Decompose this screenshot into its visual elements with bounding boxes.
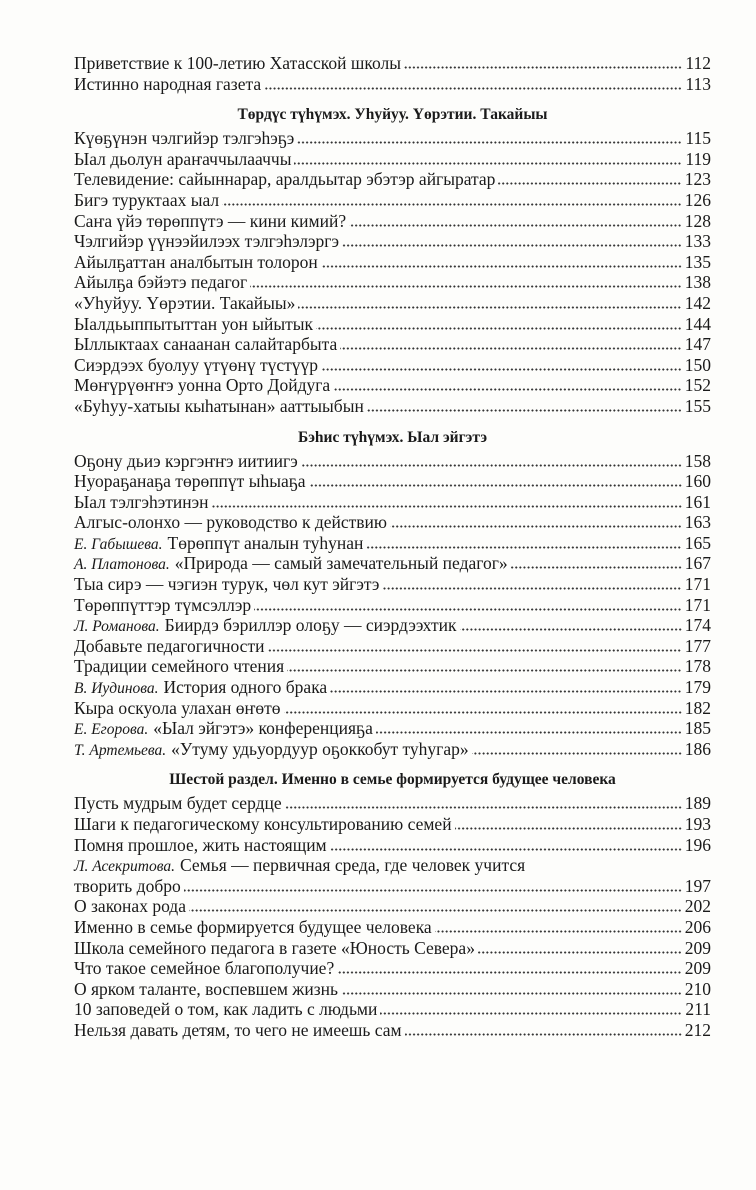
toc-entry [74, 211, 711, 232]
toc-entry [74, 396, 711, 417]
entry-page-number: 152 [684, 375, 711, 396]
entry-title: Ыал тэлгэһэтинэн [74, 491, 209, 512]
entry-title: Именно в семье формируется будущее человека [74, 916, 432, 937]
toc-entry [74, 855, 711, 896]
entry-title: «Утуму удьуордуур оҕоккобут туһугар» [171, 738, 469, 759]
entry-row [74, 74, 711, 95]
entry-first-line [74, 855, 711, 876]
toc-entry [74, 149, 711, 170]
entry-title: «Буһуу-хатыы кыһатынан» ааттыыбын [74, 395, 364, 416]
dot-leader [404, 66, 682, 69]
entry-page-number: 189 [684, 793, 711, 814]
entry-author: Л. Асекритова. [74, 858, 175, 876]
entry-row [74, 396, 711, 417]
entry-title: О ярком таланте, воспевшем жизнь [74, 978, 339, 999]
entry-row [74, 451, 711, 472]
toc-entry [74, 1020, 711, 1041]
entry-title: Телевидение: сайыннарар, аралдьытар эбэтэр айгыратар [74, 169, 496, 190]
dot-leader [189, 909, 682, 912]
dot-leader [511, 566, 682, 569]
entry-page-number: 158 [684, 450, 711, 471]
entry-page-number: 171 [684, 574, 711, 595]
entry-title: Айылҕа бэйэтэ педагог [74, 272, 248, 293]
toc-entry [74, 492, 711, 513]
toc-entry [74, 814, 711, 835]
dot-leader [337, 971, 682, 974]
toc-entry [74, 958, 711, 979]
toc-entry [74, 739, 711, 760]
entry-row [74, 533, 711, 554]
entry-page-number: 196 [684, 834, 711, 855]
toc-entry [74, 53, 711, 74]
dot-leader [380, 1012, 682, 1015]
entry-title: Айылҕаттан аналбытын толорон [74, 251, 318, 272]
entry-row [74, 314, 711, 335]
entry-title: Бигэ туруктаах ыал [74, 189, 220, 210]
toc-entry [74, 938, 711, 959]
entry-row [74, 375, 711, 396]
entry-title: Сиэрдээх буолуу үтүөнү түстүүр [74, 354, 319, 375]
entry-page-number: 177 [684, 635, 711, 656]
toc-entry [74, 471, 711, 492]
dot-leader [460, 628, 682, 631]
section-heading: Шестой раздел. Именно в семье формируется будущее человека [169, 771, 616, 789]
entry-row [74, 128, 711, 149]
toc-entry [74, 896, 711, 917]
entry-page-number: 210 [684, 978, 711, 999]
dot-leader [366, 546, 681, 549]
dot-leader [309, 484, 682, 487]
toc-entry [74, 574, 711, 595]
entry-row [74, 979, 711, 1000]
entry-row [74, 512, 711, 533]
entry-author: Т. Артемьева. [74, 741, 167, 759]
entry-row [74, 718, 711, 739]
entry-page-number: 174 [684, 615, 711, 636]
toc-entry [74, 656, 711, 677]
entry-title: Төрөппүт аналын туһунан [167, 532, 364, 553]
dot-leader [330, 690, 682, 693]
toc-entry [74, 375, 711, 396]
entry-row [74, 739, 711, 760]
dot-leader [250, 285, 682, 288]
dot-leader [301, 464, 682, 467]
entry-page-number: 115 [685, 128, 711, 149]
toc-entry [74, 793, 711, 814]
toc-section [74, 53, 711, 94]
entry-row [74, 636, 711, 657]
entry-author: Л. Романова. [74, 618, 160, 636]
dot-leader [405, 1033, 682, 1036]
entry-row [74, 169, 711, 190]
entry-title-continued: творить добро [74, 875, 181, 896]
dot-leader [321, 368, 682, 371]
entry-row [74, 938, 711, 959]
entry-title: Семья — первичная среда, где человек учится [179, 855, 526, 876]
entry-title: Ыалдьыппытыттан уон ыйытык [74, 313, 314, 334]
entry-row [74, 53, 711, 74]
entry-row [74, 574, 711, 595]
dot-leader [284, 711, 682, 714]
entry-page-number: 186 [684, 738, 711, 759]
entry-title: «Ыал эйгэтэ» конференцияҕа [153, 718, 373, 739]
entry-row [74, 793, 711, 814]
toc-entry [74, 272, 711, 293]
entry-title: Школа семейного педагога в газете «Юность Севера» [74, 937, 475, 958]
entry-page-number: 133 [684, 231, 711, 252]
toc-entry [74, 718, 711, 739]
entry-row [74, 334, 711, 355]
entry-row [74, 896, 711, 917]
toc-entry [74, 979, 711, 1000]
toc-entry [74, 917, 711, 938]
entry-title: О законах рода [74, 896, 186, 917]
entry-title: Традиции семейного чтения [74, 656, 285, 677]
entry-row [74, 835, 711, 856]
entry-page-number: 178 [684, 656, 711, 677]
entry-author: А. Платонова. [74, 556, 170, 574]
entry-page-number: 167 [684, 553, 711, 574]
dot-leader [376, 731, 682, 734]
entry-title: «Уһуйуу. Үөрэтии. Такайыы» [74, 292, 296, 313]
entry-row [74, 677, 711, 698]
dot-leader [455, 827, 682, 830]
toc-entry [74, 128, 711, 149]
entry-page-number: 206 [684, 916, 711, 937]
entry-title: Алгыс-олонхо — руководство к действию [74, 512, 387, 533]
entry-title: Оҕону дьиэ кэргэҥҥэ иитиигэ [74, 450, 298, 471]
dot-leader [285, 806, 682, 809]
dot-leader [294, 162, 682, 165]
dot-leader [349, 224, 682, 227]
toc-entry [74, 512, 711, 533]
entry-page-number: 212 [684, 1019, 711, 1040]
entry-row [74, 615, 711, 636]
toc-entry [74, 355, 711, 376]
entry-title: Ыллыктаах санаанан салайтарбыта [74, 334, 338, 355]
dot-leader [287, 669, 682, 672]
toc-entry [74, 314, 711, 335]
entry-page-number: 128 [684, 210, 711, 231]
toc-entry [74, 293, 711, 314]
entry-page-number: 138 [684, 272, 711, 293]
dot-leader [382, 587, 681, 590]
dot-leader [390, 525, 682, 528]
entry-row [74, 917, 711, 938]
dot-leader [341, 992, 682, 995]
entry-page-number: 197 [684, 875, 711, 896]
dot-leader [321, 265, 682, 268]
entry-page-number: 171 [684, 594, 711, 615]
entry-page-number: 209 [684, 958, 711, 979]
entry-page-number: 182 [684, 697, 711, 718]
toc-entry [74, 615, 711, 636]
entry-title: Нуораҕанаҕа төрөппүт ыһыаҕа [74, 471, 306, 492]
toc-entry [74, 451, 711, 472]
toc-entry [74, 677, 711, 698]
entry-page-number: 163 [684, 512, 711, 533]
entry-page-number: 135 [684, 251, 711, 272]
dot-leader [340, 347, 682, 350]
entry-title: Төрөппүттэр түмсэллэр [74, 594, 252, 615]
entry-title: История одного брака [163, 677, 328, 698]
toc-entry [74, 636, 711, 657]
section-heading: Бэһис түһүмэх. Ыал эйгэтэ [297, 428, 488, 446]
entry-page-number: 160 [684, 471, 711, 492]
dot-leader [330, 848, 682, 851]
entry-row [74, 211, 711, 232]
dot-leader [333, 388, 682, 391]
entry-row [74, 999, 711, 1020]
dot-leader [316, 327, 682, 330]
dot-leader [212, 505, 682, 508]
entry-page-number: 112 [685, 53, 711, 73]
dot-leader [264, 87, 682, 90]
toc-entry [74, 74, 711, 95]
dot-leader [498, 182, 681, 185]
entry-row [74, 958, 711, 979]
entry-row [74, 553, 711, 574]
entry-row [74, 149, 711, 170]
toc-entry [74, 190, 711, 211]
toc-entry [74, 999, 711, 1020]
entry-page-number: 179 [684, 677, 711, 698]
entry-page-number: 155 [684, 395, 711, 416]
entry-row [74, 252, 711, 273]
table-of-contents [74, 53, 711, 1041]
entry-page-number: 161 [684, 491, 711, 512]
toc-entry [74, 698, 711, 719]
dot-leader [254, 608, 682, 611]
toc-entry [74, 553, 711, 574]
entry-row [74, 492, 711, 513]
toc-entry [74, 252, 711, 273]
entry-author: В. Иудинова. [74, 680, 159, 698]
dot-leader [298, 306, 681, 309]
toc-entry [74, 231, 711, 252]
entry-page-number: 193 [684, 814, 711, 834]
entry-title: Ыал дьолун араҥаччылааччы [74, 148, 292, 169]
entry-row [74, 698, 711, 719]
entry-title: Саҥа үйэ төрөппүтэ — кини кимий? [74, 210, 347, 231]
entry-title: Нельзя давать детям, то чего не имеешь сам [74, 1019, 402, 1040]
entry-title: Шаги к педагогическому консультированию семей [74, 814, 452, 834]
entry-row [74, 656, 711, 677]
entry-page-number: 165 [684, 532, 711, 553]
entry-author: Е. Габышева. [74, 535, 163, 553]
dot-leader [472, 752, 682, 755]
entry-page-number: 150 [684, 354, 711, 375]
entry-row [74, 595, 711, 616]
entry-page-number: 185 [684, 718, 711, 739]
entry-title: Истинно народная газета [74, 73, 262, 94]
entry-row [74, 293, 711, 314]
entry-title: Пусть мудрым будет сердце [74, 793, 282, 814]
toc-entry [74, 595, 711, 616]
entry-page-number: 209 [684, 937, 711, 958]
dot-leader [267, 649, 681, 652]
entry-title: Приветствие к 100-летию Хатасской школы [74, 53, 401, 73]
entry-page-number: 202 [684, 896, 711, 917]
entry-author: Е. Егорова. [74, 721, 149, 739]
toc-section [74, 428, 711, 760]
toc-entry [74, 835, 711, 856]
entry-page-number: 126 [684, 189, 711, 210]
entry-page-number: 211 [685, 999, 711, 1020]
entry-page-number: 144 [684, 313, 711, 334]
entry-title: Что такое семейное благополучие? [74, 958, 335, 979]
entry-title: Добавьте педагогичности [74, 635, 265, 656]
section-heading: Төрдүс түһүмэх. Уһуйуу. Үөрэтии. Такайыы [237, 106, 548, 124]
entry-row [74, 272, 711, 293]
entry-title: Помня прошлое, жить настоящим [74, 834, 327, 855]
entry-row [74, 814, 711, 835]
entry-page-number: 147 [684, 334, 711, 355]
entry-row [74, 471, 711, 492]
toc-entry [74, 334, 711, 355]
entry-row [74, 1020, 711, 1041]
toc-section [74, 105, 711, 416]
entry-page-number: 119 [685, 148, 711, 169]
entry-title: Чэлгийэр үүнээйилээх тэлгэһэлэргэ [74, 231, 339, 252]
entry-title: Кыра оскуола улахан өҥөтө [74, 697, 281, 718]
entry-title: 10 заповедей о том, как ладить с людьми [74, 999, 378, 1020]
entry-page-number: 113 [685, 73, 711, 94]
entry-row [74, 190, 711, 211]
dot-leader [367, 409, 682, 412]
toc-entry [74, 533, 711, 554]
dot-leader [342, 244, 682, 247]
entry-title: Тыа сирэ — чэгиэн турук, чөл кут эйгэтэ [74, 574, 380, 595]
entry-row [74, 231, 711, 252]
dot-leader [184, 889, 682, 892]
entry-row [74, 876, 711, 897]
dot-leader [435, 930, 682, 933]
entry-page-number: 142 [684, 292, 711, 313]
dot-leader [297, 141, 682, 144]
toc-section [74, 770, 711, 1040]
entry-title: Мөҥүрүөҥҥэ уонна Орто Дойдуга [74, 375, 331, 396]
entry-row [74, 355, 711, 376]
entry-title: Күөҕүнэн чэлгийэр тэлгэһэҕэ [74, 128, 295, 149]
dot-leader [478, 951, 682, 954]
dot-leader [222, 203, 682, 206]
entry-title: «Природа — самый замечательный педагог» [174, 553, 508, 574]
toc-entry [74, 169, 711, 190]
entry-title: Биирдэ бэриллэр олоҕу — сиэрдээхтик [164, 615, 457, 636]
entry-page-number: 123 [684, 169, 711, 190]
